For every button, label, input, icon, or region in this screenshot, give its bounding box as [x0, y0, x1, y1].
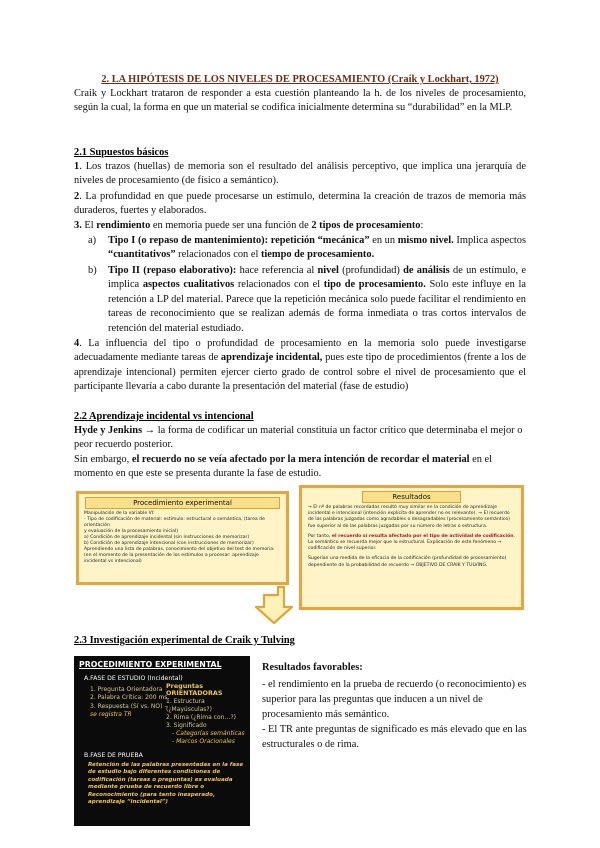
- type-i-text: [108, 234, 526, 263]
- type-i-a6: relacionados con el: [175, 249, 261, 261]
- procedure-line: - Tipo de codificación de material: estimulo: estructural o semántica, (tarea de orientación: [84, 517, 265, 528]
- hyde-jenkins-authors: Hyde y Jenkins: [74, 425, 143, 436]
- assumption-1-text: . Los trazos (huellas) de memoria son el resultado del análisis perceptivo, que implica una jerarquía de niveles de procesamiento (de físico a semántico).: [74, 161, 526, 187]
- however-paragraph: [74, 453, 526, 482]
- orienting-questions: [166, 683, 250, 746]
- results-p1: → El nº de palabras recordadas resultó muy similar en la condición de aprendizaje incidental e intencional (intención explícita de aprender no es relevante). → El recuerdo de las palabras juzgadas como agradables o desagradables (procesamiento semántico) fue superior al de las palabras juzgadas por su número de letras o estructura.: [308, 505, 510, 529]
- slide-title: PROCEDIMIENTO EXPERIMENTAL: [79, 660, 222, 669]
- phase-b-heading: B.FASE DE PRUEBA: [84, 752, 143, 759]
- down-arrow-icon: [254, 585, 296, 625]
- procedure-line: incidental vs intencional): [84, 559, 142, 564]
- results-p2-c: . Lo semántico se recuerda mejor que lo estructural. Explicación de este fenómeno → codificación de nivel superior.: [308, 533, 515, 552]
- type-ii-b4: (profundidad): [338, 265, 404, 276]
- assumption-4-incidental: aprendizaje incidental,: [220, 352, 323, 364]
- type-ii-item: [74, 264, 526, 336]
- assumption-3-number: 3.: [74, 220, 82, 231]
- results-box-body: [302, 505, 521, 569]
- section-2-3-heading: 2.3 Investigación experimental de Craik y Tulving: [74, 635, 295, 646]
- type-i-a3: mismo nivel.: [397, 235, 454, 246]
- phase-b-description: Retención de las palabras presentadas en la fase de estudio bajo diferentes condiciones de codificación (tareas o preguntas) es evaluada mediante prueba de recuerdo libre o Reconocimiento (para tanto inesperado, aprendizaje “incidental”): [88, 762, 244, 806]
- procedure-line: y evaluación de la procesamiento inicial): [84, 529, 179, 534]
- assumption-4-text-c: pues este tipo de procedimientos (frente a los de aprendizaje intencional) permiten ejercer cierto grado de control sobre el nivel de procesamiento que el participante llevaría a cabo durante la presentación del material (fase de estudio): [74, 352, 527, 393]
- assumption-2: [74, 190, 526, 219]
- phase-a-step: se registra TR: [90, 711, 132, 719]
- procedure-box-title: Procedimiento experimental: [85, 497, 280, 509]
- type-ii-b6: de un estímulo, e implica: [108, 265, 527, 291]
- section-2-2-heading: 2.2 Aprendizaje incidental vs intencional: [74, 411, 254, 422]
- procedure-box: [76, 491, 289, 585]
- type-i-label: a): [88, 235, 97, 246]
- assumption-3-colon: :: [420, 220, 424, 231]
- assumption-2-text: . La profundidad en que puede procesarse un estímulo, determina la creación de trazos de memoria más duraderos, fuertes y elaborados.: [74, 191, 526, 217]
- type-ii-b8: relacionados con el: [234, 279, 324, 291]
- orienting-question: 1. Estructura (¿Mayúsculas?): [166, 697, 212, 713]
- procedure-line: (en el momento de la presentación de los estímulos a procesar: aprendizaje: [84, 553, 259, 558]
- hyde-jenkins-paragraph: [74, 424, 526, 453]
- type-ii-b3: nivel: [317, 265, 339, 276]
- procedure-line: Aprendiendo una lista de palabras, conocimiento del objetivo del test de memoria:: [84, 547, 275, 552]
- assumption-4-text-a: . La influencia del tipo o profundidad de procesamiento en la memoria solo puede investigarse adecuadamente mediante tareas de: [74, 338, 526, 364]
- type-ii-b1: Tipo II (repaso elaborativo):: [108, 265, 237, 276]
- favorable-result-2: - El TR ante preguntas de significado es más elevado que en las estructurales o de rima.: [262, 724, 527, 750]
- type-ii-b2: hace referencia al: [236, 265, 318, 276]
- experiment-slide: [74, 656, 250, 826]
- assumption-3-two-types: 2 tipos de procesamiento: [311, 220, 421, 231]
- phase-a-step: 2. Palabra Crítica: 200 ms.: [90, 694, 170, 702]
- results-p2-a: Por tanto,: [308, 533, 332, 539]
- results-box: [299, 485, 524, 610]
- type-ii-text: [108, 264, 526, 336]
- type-ii-b7: aspectos cualitativos: [142, 279, 235, 291]
- type-i-a7: tiempo de procesamiento.: [260, 249, 375, 261]
- procedure-line: b) Condición de aprendizaje intencional (con instrucciones de memorizar): [84, 541, 254, 546]
- section-2-1-heading: 2.1 Supuestos básicos: [74, 147, 169, 158]
- phase-a-heading: A.FASE DE ESTUDIO (Incidental): [84, 675, 183, 682]
- results-p2: [308, 534, 515, 553]
- assumption-1-number: 1: [74, 161, 80, 172]
- phase-a-step: 3. Respuesta (Sí vs. NO) –: [90, 702, 168, 710]
- type-i-a4: Implica aspectos: [453, 235, 526, 246]
- results-p3: Sugerían una medida de la eficacia de la codificación (profundidad de procesamiento) dependiente de la probabilidad de recuerdo → OBJETIVO DE CRAIK Y TULVING.: [308, 556, 507, 568]
- assumption-2-number: 2: [74, 191, 80, 202]
- phase-a-step: 1. Pregunta Orientadora: [90, 686, 163, 693]
- favorable-results-title: Resultados favorables:: [262, 662, 363, 673]
- favorable-result-1: - el rendimiento en la prueba de recuerdo (o reconocimiento) es superior para las preguntas que inducen a un nivel de procesamiento más semántico.: [262, 679, 527, 720]
- orienting-subquestion: - Categorías semánticas: [172, 729, 245, 737]
- procedure-line: a) Condición de aprendizaje incidental (sin instrucciones de memorizar): [84, 535, 250, 540]
- however-key-claim: el recuerdo no se veía afectado por la mera intención de recordar el material: [131, 454, 470, 465]
- procedure-box-body: [79, 511, 286, 565]
- hyde-jenkins-text: → la forma de codificar un material constituía un factor crítico que determinaba el mejor o peor recuerdo posterior.: [74, 425, 523, 451]
- type-i-item: [74, 234, 526, 263]
- type-ii-b5: de análisis: [403, 265, 450, 276]
- assumption-4-number: 4: [74, 338, 80, 349]
- phase-a-steps: [90, 686, 169, 720]
- type-ii-b10: Solo este influye en la retención a LP del material. Parece que la repetición mecánica solo puede facilitar el rendimiento en tareas de reconocimiento que se realizan además de forma inmediata o tras cortos intervalos de retención del material estudiado.: [108, 279, 526, 334]
- section-2-intro: Craik y Lockhart trataron de responder a esta cuestión planteando la h. de los niveles de procesamiento, según la cual, la forma en que un material se codifica inicialmente determina su “durabilidad” en la MLP.: [74, 88, 526, 114]
- orienting-question: 3. Significado: [166, 721, 207, 729]
- orienting-questions-title: Preguntas ORIENTADORAS: [166, 682, 223, 698]
- results-p2-highlight: el recuerdo sí resulta afectado por el tipo de actividad de codificación: [331, 533, 514, 539]
- results-box-title: Resultados: [362, 491, 461, 503]
- type-i-a1: Tipo I (o repaso de mantenimiento): repetición “mecánica”: [108, 235, 370, 246]
- procedure-line: Manipulación de la variable VI:: [84, 511, 155, 516]
- assumption-3-rendimiento: rendimiento: [96, 220, 151, 231]
- type-i-a5: “cuantitativos”: [108, 249, 176, 261]
- however-text-c: en el momento en que este se presenta durante la fase de estudio.: [74, 454, 493, 480]
- section-2-heading: 2. LA HIPÓTESIS DE LOS NIVELES DE PROCESAMIENTO (Craik y Lockhart, 1972): [101, 74, 499, 85]
- type-i-a2: en un: [369, 235, 398, 246]
- assumption-4: [74, 337, 526, 395]
- type-ii-label: b): [88, 265, 97, 276]
- orienting-question: 2. Rima (¿Rima con…?): [166, 713, 236, 721]
- favorable-results: [262, 660, 528, 752]
- assumption-3-text-a: El: [81, 220, 97, 231]
- orienting-subquestion: - Marcos Oracionales: [172, 737, 235, 745]
- however-text-a: Sin embargo,: [74, 454, 132, 465]
- type-ii-b9: tipo de procesamiento.: [323, 279, 426, 291]
- assumption-3: [74, 219, 526, 233]
- assumption-3-text-c: en memoria puede ser una función de: [150, 220, 312, 231]
- assumption-1: [74, 160, 526, 189]
